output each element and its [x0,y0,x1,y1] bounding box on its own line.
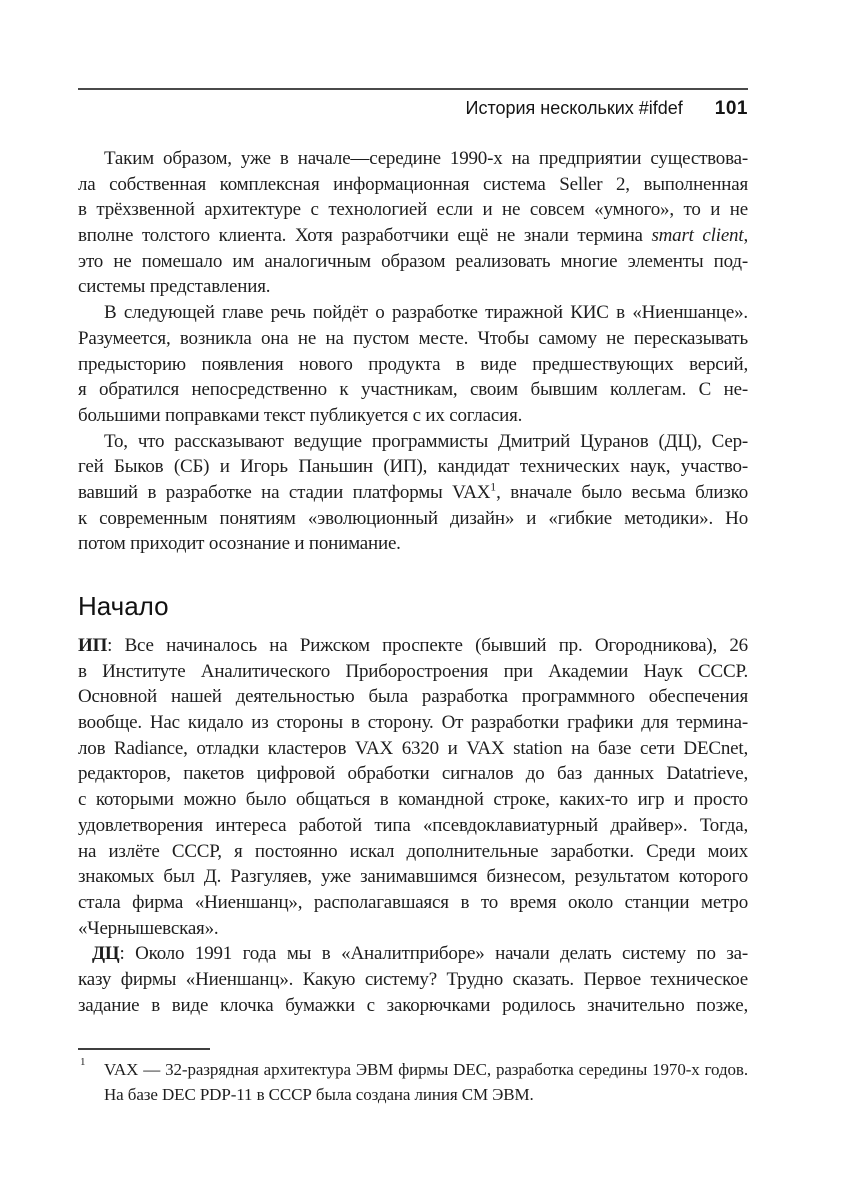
text-line [78,326,748,352]
text-line [78,274,748,300]
footnote-marker: 1 [80,1056,86,1068]
text-segment: знакомых был Д. Разгуляев, уже занимавшимся бизнесом, результатом которого [78,866,748,888]
text-line [78,659,748,685]
page-body [78,146,748,1018]
text-line [78,941,748,967]
paragraph [78,633,748,941]
text-segment: удовлетворения интереса работой типа «псевдоклавиатурный драйвер». Тогда, [78,814,748,836]
page-number: 101 [714,98,748,119]
text-line [78,890,748,916]
text-line [78,531,748,557]
text-line [78,146,748,172]
text-segment: на излёте СССР, я постоянно искал дополнительные заработки. Среди моих [78,840,748,862]
text-segment: редакторов, пакетов цифровой обработки сигналов до баз данных Datatrieve, [78,763,748,785]
text-segment: системы представления. [78,276,271,298]
text-segment: На базе DEC PDP-11 в СССР была создана линия СМ ЭВМ. [104,1085,534,1104]
text-line [78,403,748,429]
text-line [78,633,748,659]
footnote-body [78,1057,748,1107]
text-segment: в Институте Аналитического Приборостроения при Академии Наук СССР. [78,660,748,682]
text-segment: большими поправками текст публикуется с их согласия. [78,404,523,426]
italic-segment: smart client [651,225,744,247]
running-head-row [78,98,748,120]
text-segment: ла собственная комплексная информационная система Seller 2, выполненная [78,173,748,195]
text-segment: Основной нашей деятельностью была разработка программного обеспечения [78,686,748,708]
text-line [78,506,748,532]
text-segment: : Около 1991 года мы в «Аналитприборе» начали делать систему по за- [119,943,748,965]
text-segment: , [743,225,748,247]
bold-segment: ИП [78,635,108,656]
text-segment: задание в виде клочка бумажки с закорючками родилось значительно позже, [78,994,748,1016]
paragraph [78,146,748,300]
running-head [78,88,748,120]
paragraph [78,429,748,557]
footnote [78,1048,748,1107]
text-segment: в трёхзвенной архитектуре с технологией если и не совсем «умного», то и не [78,199,748,221]
text-line [78,684,748,710]
text-segment: к современным понятиям «эволюционный дизайн» и «гибкие методики». Но [78,507,748,529]
text-line [78,787,748,813]
text-line [78,223,748,249]
text-line [78,839,748,865]
text-line [78,197,748,223]
text-segment: VAX — 32-разрядная архитектура ЭВМ фирмы DEC, разработка середины 1970-х годов. [104,1060,748,1079]
text-segment: Разумеется, возникла она не на пустом месте. Чтобы самому не пересказывать [78,327,748,349]
text-line [78,377,748,403]
text-line [78,710,748,736]
text-segment: , вначале было весьма близко [496,481,748,503]
text-segment: гей Быков (СБ) и Игорь Паньшин (ИП), кандидат технических наук, участво- [78,456,748,478]
text-segment: я обратился непосредственно к участникам, своим бывшим коллегам. С не- [78,379,748,401]
text-line [104,1082,748,1107]
text-line [104,1057,748,1082]
text-line [78,172,748,198]
text-line [78,813,748,839]
bold-segment: ДЦ [92,943,120,965]
text-line [78,967,748,993]
text-segment: : Все начиналось на Рижском проспекте (бывший пр. Огородникова), 26 [107,635,748,656]
text-segment: лов Radiance, отладки кластеров VAX 6320 и VAX station на базе сети DECnet, [78,737,748,759]
text-line [78,249,748,275]
text-line [78,352,748,378]
sup-segment: 1 [490,480,497,494]
text-line [78,916,748,942]
text-line [78,480,748,506]
text-segment: Таким образом, уже в начале—середине 1990-х на предприятии существова- [104,148,748,169]
text-line [78,993,748,1019]
text-segment: потом приходит осознание и понимание. [78,533,401,555]
text-segment: вполне толстого клиента. Хотя разработчики ещё не знали термина [78,225,652,247]
text-line [78,736,748,762]
text-segment: «Чернышевская». [78,917,219,939]
text-segment: с которыми можно было общаться в командной строке, каких-то игр и просто [78,789,748,811]
footnote-separator-rule [78,1048,210,1050]
text-segment: стала фирма «Ниеншанц», располагавшаяся в то время около станции метро [78,891,748,913]
text-segment: В следующей главе речь пойдёт о разработке тиражной КИС в «Ниеншанце». [104,302,748,324]
paragraph [78,941,748,1018]
text-line [78,300,748,326]
text-line [78,429,748,455]
text-segment: это не помешало им аналогичным образом реализовать многие элементы под- [78,250,748,272]
text-line [78,454,748,480]
running-title: История нескольких #ifdef [465,98,683,118]
paragraph [78,300,748,428]
text-line [78,761,748,787]
text-line [78,864,748,890]
text-segment: казу фирмы «Ниеншанц». Какую систему? Трудно сказать. Первое техническое [78,968,748,990]
running-head-rule [78,88,748,90]
text-segment: предысторию появления нового продукта в виде предшествующих версий, [78,353,748,375]
footnote-lines [104,1057,748,1107]
text-segment: вообще. Нас кидало из стороны в сторону. От разработки графики для термина- [78,712,748,734]
section-heading: Начало [78,591,169,621]
text-segment: вавший в разработке на стадии платформы VAX [78,481,491,503]
text-segment: То, что рассказывают ведущие программисты Дмитрий Цуранов (ДЦ), Сер- [104,430,748,452]
